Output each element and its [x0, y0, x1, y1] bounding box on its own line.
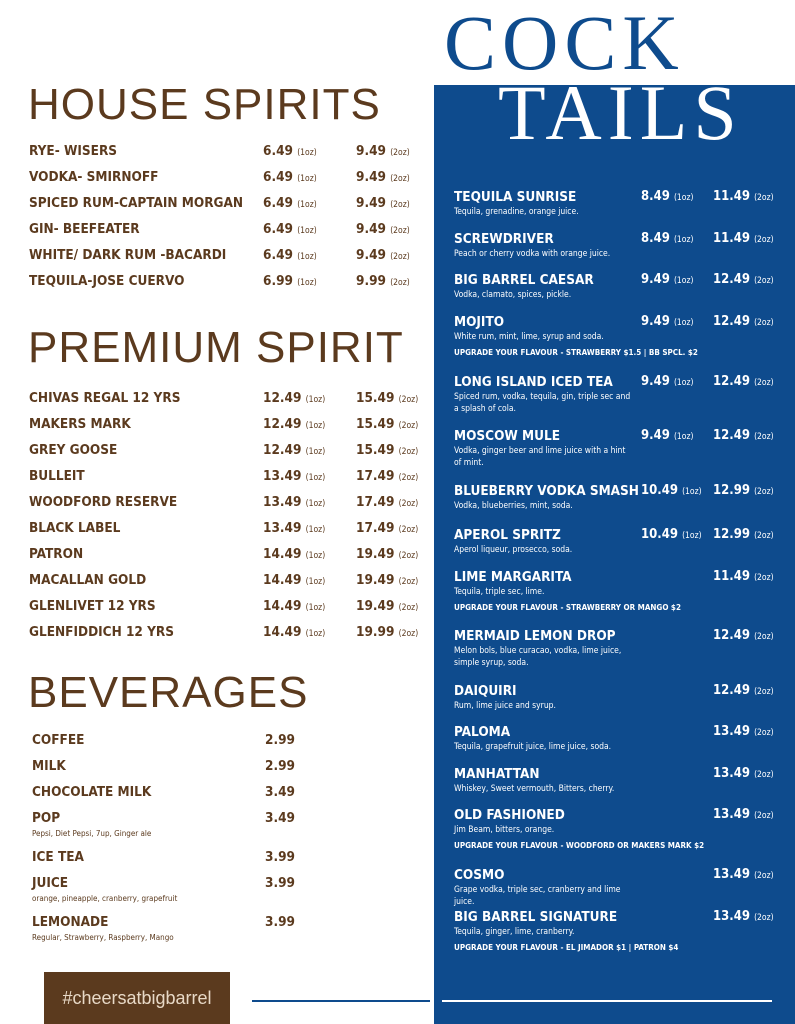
spirit-name: RYE- WISERS	[29, 143, 118, 159]
spirit-name: GIN- BEEFEATER	[29, 221, 140, 237]
cocktail-description: White rum, mint, lime, syrup and soda.	[454, 332, 604, 342]
spirit-price-2oz	[356, 143, 410, 159]
cocktail-price-2oz	[713, 189, 774, 204]
spirit-price-1oz-value: 6.49	[263, 169, 293, 185]
cocktail-price-2oz-unit: (2oz)	[754, 871, 774, 881]
cocktail-price-1oz	[641, 374, 693, 389]
premium-price-2oz	[356, 520, 418, 536]
spirit-price-2oz-unit: (2oz)	[390, 278, 410, 288]
cocktail-price-2oz	[713, 766, 774, 781]
premium-price-1oz	[263, 468, 325, 484]
premium-price-2oz-value: 15.49	[356, 442, 395, 458]
premium-price-1oz	[263, 598, 325, 614]
beverage-price: 2.99	[265, 732, 295, 748]
premium-price-2oz-value: 19.49	[356, 598, 395, 614]
premium-price-1oz	[263, 624, 325, 640]
cocktail-price-2oz-value: 12.49	[713, 683, 750, 698]
spirit-price-2oz-value: 9.49	[356, 169, 386, 185]
cocktail-name: DAIQUIRI	[454, 683, 517, 699]
premium-name: GLENLIVET 12 YRS	[29, 598, 156, 614]
spirit-price-1oz-value: 6.49	[263, 195, 293, 211]
cocktail-price-2oz-value: 11.49	[713, 231, 750, 246]
premium-price-1oz-value: 14.49	[263, 546, 302, 562]
cocktail-price-1oz-unit: (1oz)	[682, 531, 702, 541]
cocktail-upgrade: UPGRADE YOUR FLAVOUR - WOODFORD OR MAKERS MARK $2	[454, 841, 705, 850]
cocktail-description: Tequila, grenadine, orange juice.	[454, 207, 579, 217]
cocktail-price-1oz-unit: (1oz)	[682, 487, 702, 497]
premium-price-2oz	[356, 598, 418, 614]
premium-price-2oz	[356, 416, 418, 432]
spirit-price-1oz-unit: (1oz)	[297, 278, 317, 288]
cocktail-description: Spiced rum, vodka, tequila, gin, triple sec and a splash of cola.	[454, 392, 631, 414]
cocktail-price-1oz-unit: (1oz)	[673, 193, 694, 203]
premium-price-1oz	[263, 442, 325, 458]
beverage-name: JUICE	[32, 875, 69, 891]
premium-name: PATRON	[29, 546, 84, 562]
cocktail-description: Tequila, ginger, lime, cranberry.	[454, 927, 575, 937]
cocktail-price-1oz-value: 10.49	[641, 483, 678, 498]
cocktail-price-2oz-unit: (2oz)	[754, 378, 774, 388]
cocktail-price-1oz-unit: (1oz)	[673, 276, 694, 286]
beverages-heading: BEVERAGES	[28, 668, 309, 717]
cocktail-name: MOJITO	[454, 314, 505, 330]
premium-price-1oz-value: 14.49	[263, 624, 302, 640]
cocktail-price-1oz-value: 8.49	[641, 231, 670, 246]
cocktail-price-2oz-value: 11.49	[713, 569, 750, 584]
spirit-price-1oz-unit: (1oz)	[297, 174, 317, 184]
premium-price-1oz-value: 13.49	[263, 468, 302, 484]
premium-price-2oz-value: 15.49	[356, 390, 395, 406]
cocktail-price-1oz-value: 9.49	[641, 314, 670, 329]
premium-price-2oz-unit: (2oz)	[398, 551, 419, 561]
spirit-price-2oz-unit: (2oz)	[390, 226, 410, 236]
premium-price-1oz-unit: (1oz)	[305, 395, 326, 405]
spirit-price-1oz	[263, 143, 317, 159]
cocktail-price-2oz-unit: (2oz)	[754, 811, 774, 821]
premium-price-2oz-value: 17.49	[356, 520, 395, 536]
cocktail-price-2oz-value: 13.49	[713, 867, 750, 882]
spirit-price-1oz-unit: (1oz)	[297, 200, 317, 210]
cocktail-price-2oz	[713, 569, 774, 584]
beverage-name: POP	[32, 810, 61, 826]
premium-price-1oz-unit: (1oz)	[305, 603, 326, 613]
premium-price-1oz-value: 12.49	[263, 390, 302, 406]
premium-price-1oz	[263, 494, 325, 510]
premium-price-2oz-unit: (2oz)	[398, 499, 419, 509]
premium-price-1oz	[263, 572, 325, 588]
premium-price-1oz-unit: (1oz)	[305, 473, 326, 483]
cocktail-price-2oz-unit: (2oz)	[754, 913, 774, 923]
premium-price-1oz-value: 14.49	[263, 572, 302, 588]
spirit-price-1oz	[263, 273, 317, 289]
cocktail-name: MOSCOW MULE	[454, 428, 561, 444]
premium-name: BULLEIT	[29, 468, 85, 484]
premium-price-2oz-value: 17.49	[356, 468, 395, 484]
spirit-price-2oz-value: 9.49	[356, 195, 386, 211]
premium-price-1oz-unit: (1oz)	[305, 525, 326, 535]
cocktail-price-1oz-value: 9.49	[641, 272, 670, 287]
premium-price-2oz	[356, 468, 418, 484]
cocktail-name: MANHATTAN	[454, 766, 540, 782]
spirit-name: VODKA- SMIRNOFF	[29, 169, 159, 185]
cocktail-price-2oz-unit: (2oz)	[754, 728, 774, 738]
cocktail-price-1oz	[641, 189, 693, 204]
cocktail-price-2oz-value: 12.49	[713, 374, 750, 389]
spirit-price-1oz-unit: (1oz)	[297, 252, 317, 262]
footer-rule-right	[442, 1000, 772, 1002]
beverage-options: orange, pineapple, cranberry, grapefruit	[32, 894, 178, 903]
cocktail-price-1oz	[641, 314, 693, 329]
premium-price-2oz-unit: (2oz)	[398, 421, 419, 431]
cocktail-description: Whiskey, Sweet vermouth, Bitters, cherry.	[454, 784, 615, 794]
cocktail-price-1oz-unit: (1oz)	[673, 378, 694, 388]
cocktail-price-1oz-unit: (1oz)	[673, 432, 694, 442]
cocktail-name: BIG BARREL SIGNATURE	[454, 909, 618, 925]
cocktail-price-2oz	[713, 807, 774, 822]
cocktail-price-1oz-value: 10.49	[641, 527, 678, 542]
cocktails-title-bottom: TAILS	[498, 69, 743, 156]
spirit-price-2oz-unit: (2oz)	[390, 148, 410, 158]
spirit-price-1oz-unit: (1oz)	[297, 226, 317, 236]
premium-spirit-heading: PREMIUM SPIRIT	[28, 323, 404, 372]
cocktail-price-1oz-unit: (1oz)	[673, 318, 694, 328]
cocktail-price-2oz-value: 13.49	[713, 724, 750, 739]
spirit-price-1oz-value: 6.49	[263, 221, 293, 237]
cocktail-description: Peach or cherry vodka with orange juice.	[454, 249, 611, 259]
cocktail-price-2oz	[713, 374, 774, 389]
cocktail-price-2oz-unit: (2oz)	[754, 531, 774, 541]
premium-price-2oz-unit: (2oz)	[398, 447, 419, 457]
premium-price-2oz-unit: (2oz)	[398, 577, 419, 587]
beverage-options: Regular, Strawberry, Raspberry, Mango	[32, 933, 174, 942]
cocktail-price-2oz-unit: (2oz)	[754, 432, 774, 442]
spirit-price-2oz	[356, 221, 410, 237]
spirit-price-2oz	[356, 273, 410, 289]
spirit-price-1oz	[263, 195, 317, 211]
cocktail-name: BIG BARREL CAESAR	[454, 272, 594, 288]
premium-price-1oz	[263, 390, 325, 406]
house-spirits-heading: HOUSE SPIRITS	[28, 80, 381, 129]
spirit-price-1oz-value: 6.99	[263, 273, 293, 289]
cocktail-price-2oz-value: 12.49	[713, 628, 750, 643]
premium-name: GLENFIDDICH 12 YRS	[29, 624, 174, 640]
cocktail-name: TEQUILA SUNRISE	[454, 189, 577, 205]
spirit-price-1oz-unit: (1oz)	[297, 148, 317, 158]
premium-price-1oz-value: 12.49	[263, 442, 302, 458]
cocktail-price-1oz-value: 9.49	[641, 428, 670, 443]
cocktail-price-1oz	[641, 231, 693, 246]
premium-price-2oz-value: 15.49	[356, 416, 395, 432]
cocktail-price-2oz-unit: (2oz)	[754, 193, 774, 203]
premium-price-2oz-value: 17.49	[356, 494, 395, 510]
cocktail-price-1oz	[641, 527, 702, 542]
cocktail-price-2oz-unit: (2oz)	[754, 573, 774, 583]
premium-price-2oz-unit: (2oz)	[398, 473, 419, 483]
premium-name: MAKERS MARK	[29, 416, 131, 432]
cocktail-price-2oz-unit: (2oz)	[754, 318, 774, 328]
premium-price-1oz-unit: (1oz)	[305, 551, 326, 561]
cocktail-price-1oz-value: 8.49	[641, 189, 670, 204]
cocktail-price-2oz-unit: (2oz)	[754, 276, 774, 286]
cocktail-price-2oz-value: 13.49	[713, 766, 750, 781]
premium-price-1oz	[263, 520, 325, 536]
cocktail-price-2oz	[713, 909, 774, 924]
cocktail-description: Tequila, grapefruit juice, lime juice, soda.	[454, 742, 612, 752]
spirit-price-2oz	[356, 169, 410, 185]
premium-price-2oz	[356, 572, 418, 588]
premium-price-1oz-value: 14.49	[263, 598, 302, 614]
cocktail-price-2oz-value: 13.49	[713, 909, 750, 924]
cocktail-price-2oz-value: 12.49	[713, 428, 750, 443]
cocktail-price-1oz	[641, 428, 693, 443]
premium-price-1oz-unit: (1oz)	[305, 577, 326, 587]
spirit-name: WHITE/ DARK RUM -BACARDI	[29, 247, 227, 263]
spirit-price-1oz	[263, 247, 317, 263]
cocktail-upgrade: UPGRADE YOUR FLAVOUR - STRAWBERRY OR MANGO $2	[454, 603, 681, 612]
premium-price-2oz-unit: (2oz)	[398, 395, 419, 405]
spirit-price-2oz-value: 9.49	[356, 143, 386, 159]
cocktail-name: MERMAID LEMON DROP	[454, 628, 616, 644]
premium-price-2oz-value: 19.49	[356, 572, 395, 588]
cocktail-price-1oz	[641, 483, 702, 498]
cocktail-description: Aperol liqueur, prosecco, soda.	[454, 545, 573, 555]
cocktail-name: APEROL SPRITZ	[454, 527, 561, 543]
premium-price-1oz-unit: (1oz)	[305, 629, 326, 639]
spirit-price-2oz-unit: (2oz)	[390, 200, 410, 210]
cocktail-price-2oz-value: 12.99	[713, 483, 750, 498]
spirit-price-2oz-unit: (2oz)	[390, 174, 410, 184]
premium-price-2oz-unit: (2oz)	[398, 525, 419, 535]
cocktail-price-2oz-unit: (2oz)	[754, 235, 774, 245]
beverage-name: COFFEE	[32, 732, 85, 748]
beverage-price: 3.99	[265, 849, 295, 865]
hashtag-badge: #cheersatbigbarrel	[44, 972, 230, 1024]
premium-price-1oz	[263, 546, 325, 562]
cocktail-price-2oz	[713, 867, 774, 882]
cocktail-name: BLUEBERRY VODKA SMASH	[454, 483, 639, 499]
spirit-price-1oz	[263, 169, 317, 185]
cocktail-price-2oz	[713, 628, 774, 643]
premium-price-2oz	[356, 442, 418, 458]
premium-price-1oz-value: 12.49	[263, 416, 302, 432]
premium-price-2oz	[356, 494, 418, 510]
cocktail-price-2oz-value: 11.49	[713, 189, 750, 204]
cocktail-description: Vodka, blueberries, mint, soda.	[454, 501, 573, 511]
cocktail-price-2oz	[713, 483, 774, 498]
cocktail-price-2oz-unit: (2oz)	[754, 487, 774, 497]
cocktail-description: Vodka, clamato, spices, pickle.	[454, 290, 572, 300]
premium-price-2oz-value: 19.99	[356, 624, 395, 640]
premium-price-2oz	[356, 390, 418, 406]
spirit-price-1oz-value: 6.49	[263, 247, 293, 263]
premium-price-1oz-unit: (1oz)	[305, 499, 326, 509]
premium-name: MACALLAN GOLD	[29, 572, 147, 588]
cocktail-price-2oz-unit: (2oz)	[754, 687, 774, 697]
cocktail-price-2oz-value: 12.49	[713, 314, 750, 329]
premium-price-1oz-value: 13.49	[263, 520, 302, 536]
cocktail-price-2oz	[713, 231, 774, 246]
cocktail-price-2oz	[713, 314, 774, 329]
cocktail-description: Melon bols, blue curacao, vodka, lime juice, simple syrup, soda.	[454, 646, 622, 668]
cocktail-price-2oz-value: 13.49	[713, 807, 750, 822]
cocktail-name: SCREWDRIVER	[454, 231, 554, 247]
spirit-price-1oz-value: 6.49	[263, 143, 293, 159]
cocktail-name: OLD FASHIONED	[454, 807, 565, 823]
premium-price-2oz-value: 19.49	[356, 546, 395, 562]
premium-price-1oz	[263, 416, 325, 432]
spirit-name: SPICED RUM-CAPTAIN MORGAN	[29, 195, 244, 211]
spirit-price-2oz	[356, 195, 410, 211]
cocktail-price-2oz	[713, 527, 774, 542]
beverage-options: Pepsi, Diet Pepsi, 7up, Ginger ale	[32, 829, 152, 838]
cocktail-price-2oz-unit: (2oz)	[754, 632, 774, 642]
beverage-name: CHOCOLATE MILK	[32, 784, 152, 800]
premium-price-1oz-value: 13.49	[263, 494, 302, 510]
premium-name: BLACK LABEL	[29, 520, 121, 536]
spirit-price-2oz-value: 9.99	[356, 273, 386, 289]
beverage-price: 3.99	[265, 875, 295, 891]
premium-price-2oz-unit: (2oz)	[398, 603, 419, 613]
beverage-name: MILK	[32, 758, 66, 774]
premium-price-2oz-unit: (2oz)	[398, 629, 419, 639]
cocktail-price-2oz-value: 12.99	[713, 527, 750, 542]
beverage-price: 3.49	[265, 784, 295, 800]
cocktail-price-1oz-value: 9.49	[641, 374, 670, 389]
cocktail-description: Jim Beam, bitters, orange.	[454, 825, 555, 835]
cocktails-title-top: COCK	[444, 0, 685, 86]
cocktail-description: Tequila, triple sec, lime.	[454, 587, 545, 597]
footer-rule-left	[252, 1000, 430, 1002]
beverage-name: LEMONADE	[32, 914, 109, 930]
cocktail-price-2oz	[713, 683, 774, 698]
spirit-price-2oz	[356, 247, 410, 263]
cocktail-upgrade: UPGRADE YOUR FLAVOUR - EL JIMADOR $1 | PATRON $4	[454, 943, 679, 952]
cocktail-price-2oz-value: 12.49	[713, 272, 750, 287]
cocktail-price-2oz	[713, 272, 774, 287]
spirit-price-2oz-value: 9.49	[356, 221, 386, 237]
premium-name: GREY GOOSE	[29, 442, 118, 458]
premium-price-2oz	[356, 546, 418, 562]
cocktail-price-2oz	[713, 724, 774, 739]
beverage-price: 3.49	[265, 810, 295, 826]
premium-name: CHIVAS REGAL 12 YRS	[29, 390, 181, 406]
cocktail-price-2oz-unit: (2oz)	[754, 770, 774, 780]
cocktail-upgrade: UPGRADE YOUR FLAVOUR - STRAWBERRY $1.5 | BB SPCL. $2	[454, 348, 698, 357]
premium-price-2oz	[356, 624, 418, 640]
cocktail-description: Grape vodka, triple sec, cranberry and lime juice.	[454, 885, 621, 907]
premium-price-1oz-unit: (1oz)	[305, 447, 326, 457]
cocktail-name: PALOMA	[454, 724, 511, 740]
beverage-price: 3.99	[265, 914, 295, 930]
cocktail-price-1oz	[641, 272, 693, 287]
cocktail-description: Vodka, ginger beer and lime juice with a hint of mint.	[454, 446, 626, 468]
spirit-price-2oz-value: 9.49	[356, 247, 386, 263]
cocktail-name: LONG ISLAND ICED TEA	[454, 374, 613, 390]
spirit-name: TEQUILA-JOSE CUERVO	[29, 273, 185, 289]
cocktail-price-1oz-unit: (1oz)	[673, 235, 694, 245]
cocktail-name: LIME MARGARITA	[454, 569, 572, 585]
spirit-price-2oz-unit: (2oz)	[390, 252, 410, 262]
premium-price-1oz-unit: (1oz)	[305, 421, 326, 431]
cocktail-name: COSMO	[454, 867, 505, 883]
beverage-price: 2.99	[265, 758, 295, 774]
cocktail-price-2oz	[713, 428, 774, 443]
beverage-name: ICE TEA	[32, 849, 84, 865]
cocktail-description: Rum, lime juice and syrup.	[454, 701, 556, 711]
spirit-price-1oz	[263, 221, 317, 237]
premium-name: WOODFORD RESERVE	[29, 494, 178, 510]
